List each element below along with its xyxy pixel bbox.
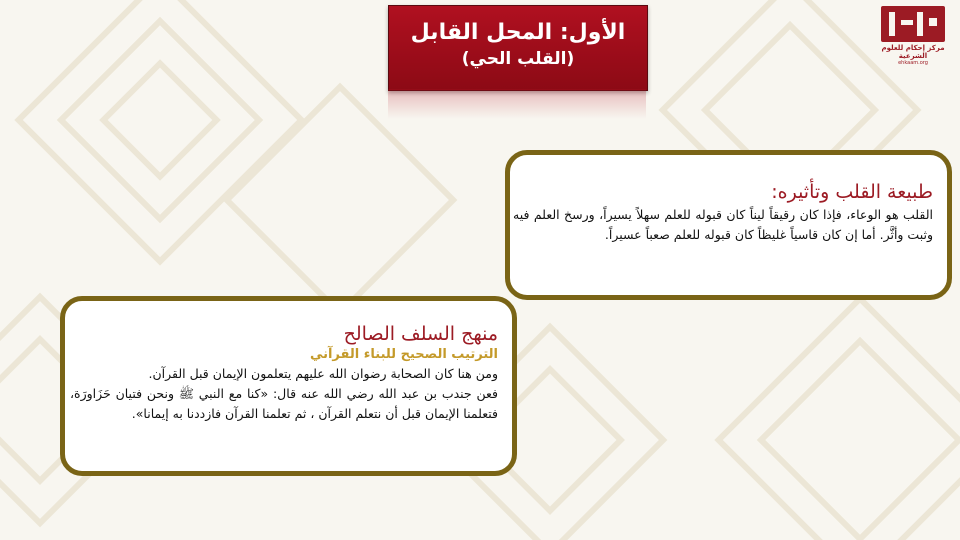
logo-url: ehkaam.org (898, 60, 928, 66)
salaf-method-heading: منهج السلف الصالح (343, 323, 498, 345)
slide-title: الأول: المحل القابل (410, 20, 626, 45)
heart-nature-card (505, 150, 952, 300)
slide-subtitle: (القلب الحي) (461, 49, 575, 69)
logo (876, 6, 950, 66)
salaf-method-subheading: الترتيب الصحيح للبناء القرآني (309, 347, 498, 362)
salaf-method-content (70, 323, 498, 424)
heart-nature-heading: طبيعة القلب وتأثيره: (771, 181, 933, 203)
salaf-method-paragraph-2: فعن جندب بن عبد الله رضي الله عنه قال: «كنا مع النبي ﷺ ونحن فتيان حَزَاورَة، فتعلمنا الإيمان قبل أن نتعلم القرآن ، ثم تعلمنا القرآن فازددنا به إيمانا». (70, 386, 498, 421)
logo-mark-icon (881, 6, 945, 42)
salaf-method-card (60, 296, 517, 476)
slide-title-box (388, 5, 648, 91)
heart-nature-content (513, 181, 933, 245)
title-reflection (388, 89, 646, 119)
salaf-method-paragraph-1: ومن هنا كان الصحابة رضوان الله عليهم يتعلمون الإيمان قبل القرآن. (148, 366, 498, 381)
heart-nature-text: القلب هو الوعاء، فإذا كان رقيقاً ليناً كان قبوله للعلم سهلاً يسيراً، ورسخ العلم فيه وثبت وأثَّر. أما إن كان قاسياً غليظاً كان قبوله للعلم صعباً عسيراً. (513, 207, 933, 242)
title-reflection-text (514, 89, 520, 109)
logo-caption: مركز إحكام للعلوم الشرعية (881, 44, 945, 60)
